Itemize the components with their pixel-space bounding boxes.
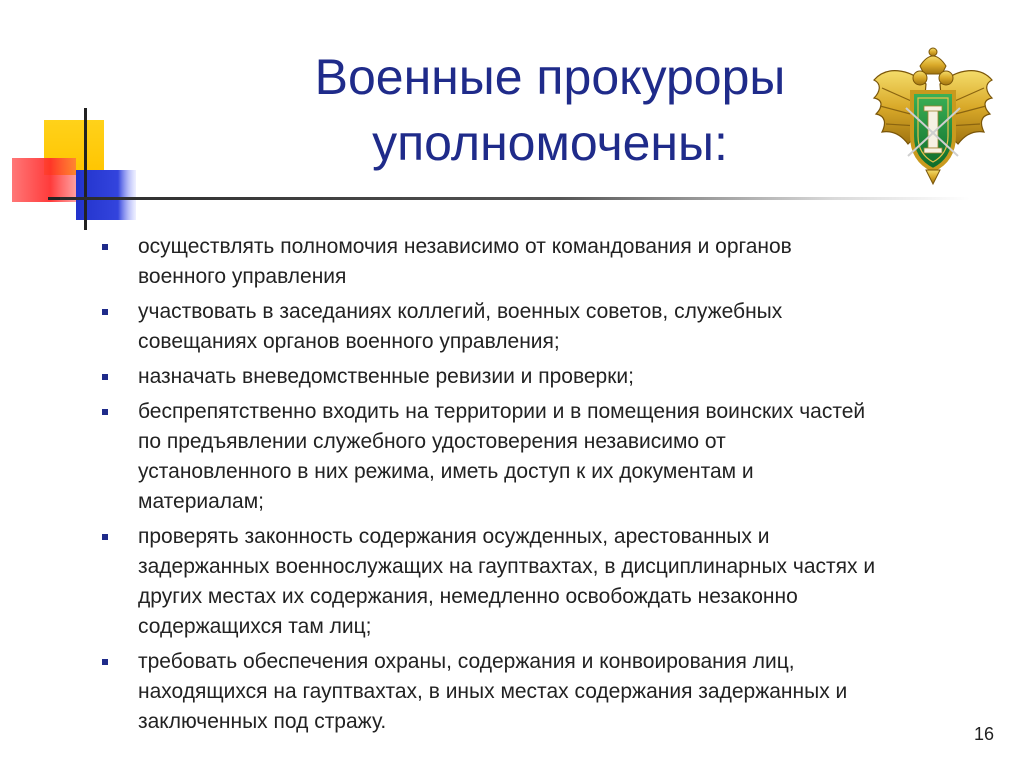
list-item [98,297,1003,357]
bullet-square-icon [102,659,108,665]
list-item [98,232,1003,292]
bullet-line: участвовать в заседаниях коллегий, военных советов, служебных [138,300,783,323]
bullet-square-icon [102,409,108,415]
title-line-1: Военные прокуроры [314,49,786,105]
bullet-line: задержанных военнослужащих на гауптвахтах, в дисциплинарных частях и [138,555,876,578]
bullet-line: установленного в них режима, иметь доступ к их документам и [138,460,754,483]
bullet-list [98,232,1003,742]
list-item [98,362,1003,392]
bullet-line: назначать вневедомственные ревизии и проверки; [138,365,634,388]
bullet-line: военного управления [138,265,347,288]
page-title [230,44,870,176]
bullet-line: совещаниях органов военного управления; [138,330,560,353]
red-square [12,158,76,202]
list-item [98,522,1003,642]
decorative-squares [0,100,150,230]
bullet-square-icon [102,374,108,380]
list-item [98,647,1003,737]
bullet-line: осуществлять полномочия независимо от командования и органов [138,235,792,258]
page-number: 16 [973,724,994,744]
bullet-line: содержащихся там лиц; [138,615,372,638]
vertical-line [84,108,87,230]
bullet-square-icon [102,244,108,250]
bullet-line: находящихся на гауптвахтах, в иных местах содержания задержанных и [138,680,848,703]
bullet-line: других местах их содержания, немедленно освобождать незаконно [138,585,798,608]
bullet-line: проверять законность содержания осужденных, арестованных и [138,525,770,548]
bullet-square-icon [102,534,108,540]
bullet-line: беспрепятственно входить на территории и в помещения воинских частей [138,400,866,423]
bullet-line: по предъявлении служебного удостоверения независимо от [138,430,726,453]
title-divider [60,197,970,200]
bullet-line: заключенных под стражу. [138,710,387,733]
title-line-2: уполномочены: [372,115,728,171]
bullet-square-icon [102,309,108,315]
bullet-line: материалам; [138,490,265,513]
bullet-line: требовать обеспечения охраны, содержания и конвоирования лиц, [138,650,795,673]
prosecutor-emblem-icon [868,44,998,186]
list-item [98,397,1003,517]
